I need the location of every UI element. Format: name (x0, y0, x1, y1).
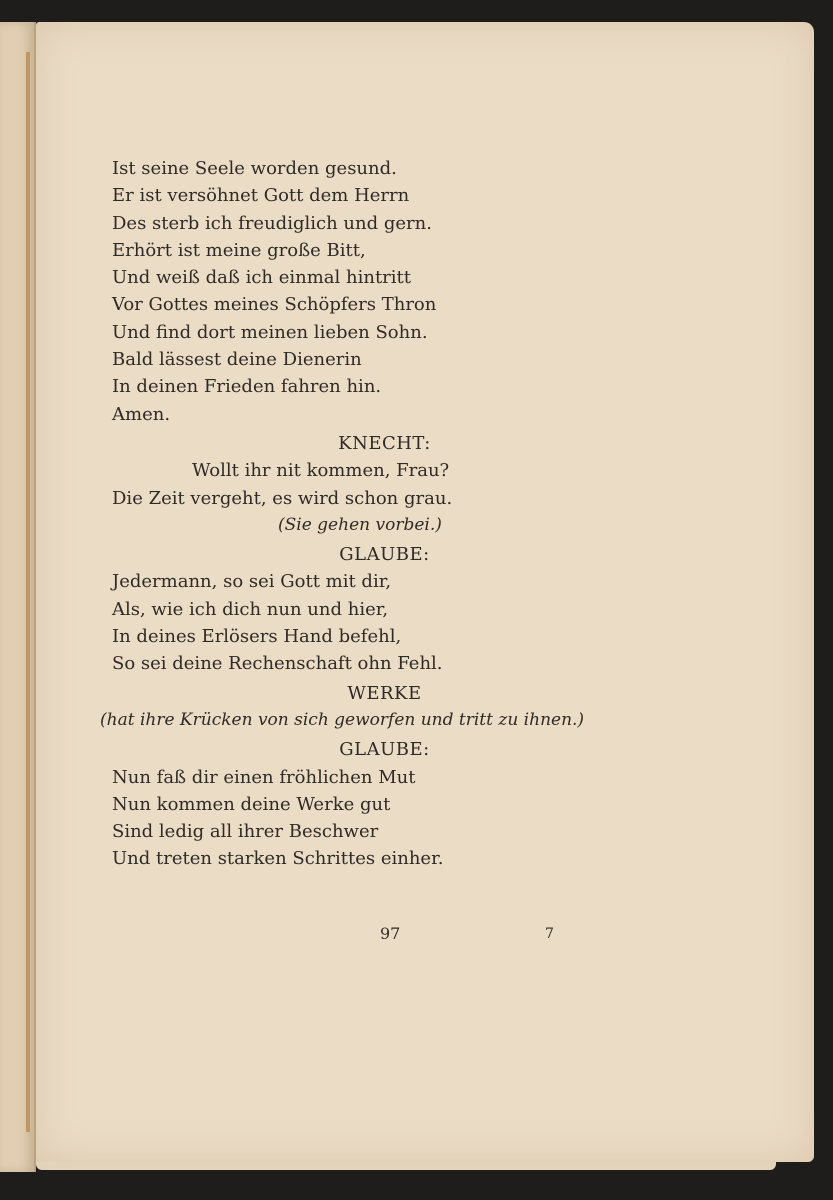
speaker-glaube: GLAUBE: (339, 544, 430, 566)
verse-line: Als, wie ich dich nun und hier, (112, 598, 389, 620)
page-number: 97 (380, 924, 401, 943)
verse-line: Amen. (112, 403, 171, 425)
verse-line: Sind ledig all ihrer Beschwer (112, 821, 379, 843)
verse-line: Jedermann, so sei Gott mit dir, (112, 571, 392, 593)
stage-direction: (hat ihre Krücken von sich geworfen und tritt zu ihnen.) (100, 709, 585, 730)
verse-line: Nun kommen deine Werke gut (112, 793, 391, 815)
signature-mark: 7 (545, 926, 554, 942)
verse-line: Und weiß daß ich einmal hintritt (112, 267, 412, 289)
verse-line: Wollt ihr nit kommen, Frau? (192, 460, 450, 482)
verse-line: Bald lässest deine Dienerin (112, 349, 362, 371)
speaker-glaube: GLAUBE: (339, 739, 430, 761)
verse-line: In deines Erlösers Hand befehl, (112, 626, 402, 648)
verse-line: Und find dort meinen lieben Sohn. (112, 321, 428, 343)
poem-text (100, 155, 672, 873)
verse-line: So sei deine Rechenschaft ohn Fehl. (112, 653, 443, 675)
verse-line: Die Zeit vergeht, es wird schon grau. (112, 487, 453, 509)
speaker-werke: WERKE (347, 682, 422, 704)
verse-line: Und treten starken Schrittes einher. (112, 848, 444, 870)
verse-line: Erhört ist meine große Bitt, (112, 239, 366, 261)
verse-line: Er ist versöhnet Gott dem Herrn (112, 185, 410, 207)
verse-line: Vor Gottes meines Schöpfers Thron (112, 294, 437, 316)
verse-line: Des sterb ich freudiglich und gern. (112, 212, 432, 234)
speaker-knecht: KNECHT: (338, 432, 431, 454)
verse-line: Ist seine Seele worden gesund. (112, 158, 397, 179)
verse-line: Nun faß dir einen fröhlichen Mut (112, 766, 416, 788)
stage-direction: (Sie gehen vorbei.) (278, 514, 442, 535)
verse-line: In deinen Frieden fahren hin. (112, 376, 382, 398)
previous-page-edge (0, 22, 36, 1172)
